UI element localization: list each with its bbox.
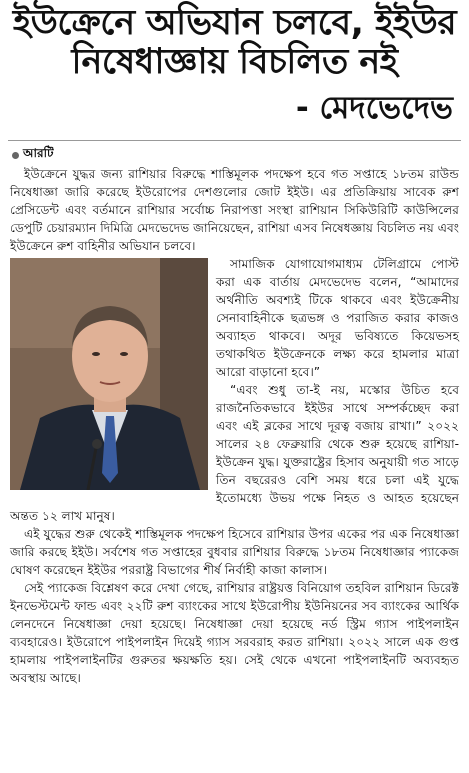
person-photo-icon (10, 258, 208, 490)
divider (8, 140, 461, 141)
bullet-icon (12, 152, 19, 159)
source-line (0, 145, 469, 165)
paragraph-3: “এবং শুধু তা-ই নয়, মস্কোর উচিত হবে রাজনৈতিকভাবে ইইউর সাথে সম্পর্কচ্ছেদ করা এবং এই ব্লকের সাথে দূরত্ব বজায় রাখা।” ২০২২ সালের ২৪ ফেব্রুয়ারি থেকে শুরু হয়েছে রাশিয়া-ইউক্রেন যুদ্ধ। যুক্তরাষ্ট্রের হিসাব অনুযায়ী গত সাড়ে তিন বছরেরও বেশি সময় ধরে চলা এই যুদ্ধে ইতোমধ্যে উভয় পক্ষে নিহত ও আহত হয়েছেন অন্তত ১২ লাখ মানুষ। (10, 383, 459, 524)
source-name: আরটি (23, 146, 54, 161)
headline-line-2: নিষেধাজ্ঞায় বিচলিত নই (71, 42, 398, 83)
headline-line-1: ইউক্রেনে অভিযান চলবে, ইইউর (12, 3, 457, 43)
article-body (0, 165, 469, 687)
paragraph-1: ইউক্রেনে যুদ্ধর জন্য রাশিয়ার বিরুদ্ধে শাস্তিমূলক পদক্ষেপ হবে গত সপ্তাহে ১৮তম রাউন্ড নিষেধাজ্ঞা জারি করেছে ইউরোপের দেশগুলোর জোট ইইউ। এর প্রতিক্রিয়ায় সাবেক রুশ প্রেসিডেন্ট এবং বর্তমানে রাশিয়ার সর্বোচ্চ নিরাপত্তা সংস্থা রাশিয়ান সিকিউরিটি কাউন্সিলের ডেপুটি চেয়ারম্যান দিমিত্রি মেদভেদেভ জানিয়েছেন, রাশিয়া এসব নিষেধজ্ঞায় বিচলিত নয় এবং ইউক্রেনে রুশ বাহিনীর অভিযান চলবে। (10, 167, 459, 254)
paragraph-4: এই যুদ্ধের শুরু থেকেই শাস্তিমূলক পদক্ষেপ হিসেবে রাশিয়ার উপর একের পর এক নিষেধাজ্ঞা জারি করছে ইইউ। সর্বশেষ গত সপ্তাহের বুধবার রাশিয়ার বিরুদ্ধে ১৮তম নিষেধাজ্ঞার প্যাকেজ ঘোষণ করেছেন ইইউর পররাষ্ট্র বিভাগের শীর্ষ নির্বাহী কাজা কালাস। (10, 527, 459, 578)
paragraph-2: সামাজিক যোগাযোগমাধ্যম টেলিগ্রামে পোস্ট করা এক বার্তায় মেদভেদেভ বলেন, “আমাদের অর্থনীতি অবশ্যই টিকে থাকবে এবং ইউক্রেনীয় সেনাবাহিনীকে ছত্রভঙ্গ ও পরাজিত করার কাজও অব্যাহত থাকবে। অদূর ভবিষ্যতে কিয়েভসহ তথাকথিত ইউক্রেনকে লক্ষ্য করে হামলার মাত্রা আরো বাড়ানো হবে।” (216, 257, 459, 380)
paragraph-5: সেই প্যাকেজ বিশ্লেষণ করে দেখা গেছে, রাশিয়ার রাষ্ট্রয়ত্ত বিনিয়োগ তহবিল রাশিয়ান ডিরেক্ট ইনভেস্টমেন্ট ফান্ড এবং ২২টি রুশ ব্যাংকের সাথে ইউরোপীয় ইউনিয়নের সব ব্যাংকের আর্থিক লেনদেনে নিষেধাজ্ঞা দেয়া হয়েছে। নিষেধাজ্ঞা দেয়া হয়েছে নর্ড স্ট্রিম গ্যাস পাইপলাইন ব্যবহারেও। ইউরোপে পাইপলাইন দিয়েই গ্যাস সরবরাহ করত রাশিয়া। ২০২২ সালে এক গুপ্ত হামলায় পাইপলাইনটির গুরুতর ক্ষয়ক্ষতি হয়। সেই থেকে এখনো পাইপলাইনটি অব্যবহৃত অবস্থায় আছে। (10, 581, 459, 686)
portrait-photo (10, 258, 208, 490)
headline-byline: - মেদভেদেভ (295, 90, 453, 127)
